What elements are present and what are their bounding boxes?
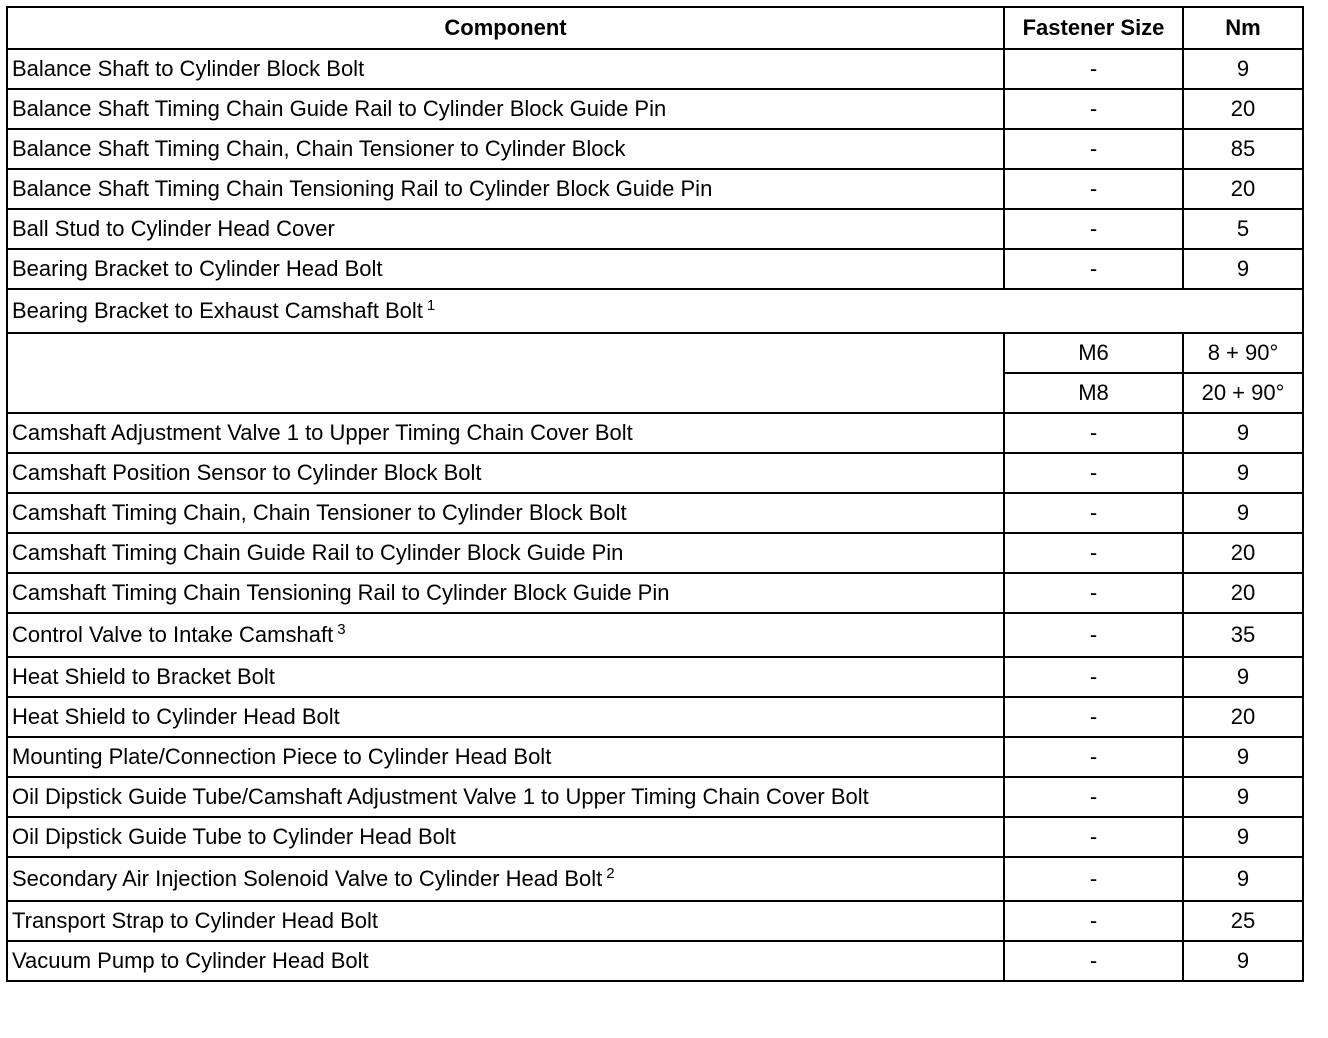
component-text: Vacuum Pump to Cylinder Head Bolt	[12, 948, 369, 973]
component-text: Balance Shaft Timing Chain Guide Rail to Cylinder Block Guide Pin	[12, 96, 667, 121]
component-cell	[7, 533, 1004, 573]
table-row	[7, 209, 1303, 249]
fastener-size-cell: -	[1004, 657, 1183, 697]
component-text: Control Valve to Intake Camshaft	[12, 622, 334, 647]
component-cell	[7, 169, 1004, 209]
component-cell	[7, 817, 1004, 857]
nm-cell: 9	[1183, 777, 1303, 817]
component-text: Secondary Air Injection Solenoid Valve to Cylinder Head Bolt	[12, 866, 603, 891]
footnote-marker: 3	[337, 621, 346, 638]
fastener-size-cell: -	[1004, 89, 1183, 129]
component-cell	[7, 413, 1004, 453]
table-row	[7, 169, 1303, 209]
nm-cell: 9	[1183, 737, 1303, 777]
table-row	[7, 573, 1303, 613]
component-text: Camshaft Timing Chain, Chain Tensioner to Cylinder Block Bolt	[12, 500, 627, 525]
component-cell	[7, 493, 1004, 533]
fastener-size-cell: -	[1004, 573, 1183, 613]
fastener-size-cell: -	[1004, 533, 1183, 573]
table-row	[7, 129, 1303, 169]
fastener-size-cell: M8	[1004, 373, 1183, 413]
component-text: Ball Stud to Cylinder Head Cover	[12, 216, 335, 241]
component-cell	[7, 737, 1004, 777]
component-text: Bearing Bracket to Cylinder Head Bolt	[12, 256, 383, 281]
fastener-size-cell: -	[1004, 901, 1183, 941]
table-row-group-heading	[7, 289, 1303, 333]
nm-cell: 20	[1183, 89, 1303, 129]
table-row	[7, 413, 1303, 453]
nm-cell: 9	[1183, 857, 1303, 901]
component-cell	[7, 249, 1004, 289]
component-cell	[7, 613, 1004, 657]
fastener-size-cell: -	[1004, 129, 1183, 169]
nm-cell: 25	[1183, 901, 1303, 941]
fastener-size-cell: -	[1004, 49, 1183, 89]
table-row	[7, 941, 1303, 981]
footnote-marker: 1	[426, 297, 436, 314]
component-cell	[7, 209, 1004, 249]
component-text: Heat Shield to Bracket Bolt	[12, 664, 275, 689]
component-text: Transport Strap to Cylinder Head Bolt	[12, 908, 379, 933]
component-cell	[7, 657, 1004, 697]
component-text: Camshaft Adjustment Valve 1 to Upper Timing Chain Cover Bolt	[12, 420, 633, 445]
component-cell	[7, 573, 1004, 613]
component-cell	[7, 901, 1004, 941]
header-row	[7, 7, 1303, 49]
component-cell	[7, 49, 1004, 89]
component-cell	[7, 857, 1004, 901]
table-row	[7, 453, 1303, 493]
table-row	[7, 49, 1303, 89]
table-row	[7, 533, 1303, 573]
table-row	[7, 657, 1303, 697]
component-cell	[7, 777, 1004, 817]
table-row	[7, 817, 1303, 857]
nm-cell: 9	[1183, 453, 1303, 493]
component-text: Camshaft Timing Chain Guide Rail to Cylinder Block Guide Pin	[12, 540, 624, 565]
fastener-size-cell: -	[1004, 413, 1183, 453]
table-row	[7, 737, 1303, 777]
table-row	[7, 857, 1303, 901]
fastener-size-cell: -	[1004, 169, 1183, 209]
nm-cell: 9	[1183, 657, 1303, 697]
nm-cell: 9	[1183, 49, 1303, 89]
table-row	[7, 697, 1303, 737]
fastener-size-cell: -	[1004, 453, 1183, 493]
nm-cell: 8 + 90°	[1183, 333, 1303, 373]
empty-component-cell	[7, 333, 1004, 413]
table-row	[7, 493, 1303, 533]
component-text: Bearing Bracket to Exhaust Camshaft Bolt	[12, 298, 423, 323]
component-text: Balance Shaft Timing Chain, Chain Tensioner to Cylinder Block	[12, 136, 626, 161]
table-row	[7, 249, 1303, 289]
component-cell	[7, 453, 1004, 493]
component-cell	[7, 289, 1303, 333]
fastener-size-cell: -	[1004, 493, 1183, 533]
component-cell	[7, 941, 1004, 981]
component-text: Mounting Plate/Connection Piece to Cylinder Head Bolt	[12, 744, 552, 769]
table-row-sub	[7, 333, 1303, 373]
component-cell	[7, 129, 1004, 169]
header-nm: Nm	[1183, 7, 1303, 49]
nm-cell: 9	[1183, 413, 1303, 453]
fastener-size-cell: -	[1004, 249, 1183, 289]
table-row	[7, 89, 1303, 129]
fastener-size-cell: -	[1004, 697, 1183, 737]
nm-cell: 9	[1183, 493, 1303, 533]
fastener-size-cell: -	[1004, 857, 1183, 901]
nm-cell: 9	[1183, 817, 1303, 857]
nm-cell: 20 + 90°	[1183, 373, 1303, 413]
nm-cell: 9	[1183, 941, 1303, 981]
table-body	[7, 49, 1303, 981]
component-text: Camshaft Position Sensor to Cylinder Block Bolt	[12, 460, 482, 485]
component-cell	[7, 697, 1004, 737]
table-row	[7, 901, 1303, 941]
nm-cell: 35	[1183, 613, 1303, 657]
torque-spec-table	[6, 6, 1304, 982]
fastener-size-cell: -	[1004, 817, 1183, 857]
table-row	[7, 613, 1303, 657]
nm-cell: 20	[1183, 169, 1303, 209]
nm-cell: 20	[1183, 697, 1303, 737]
nm-cell: 5	[1183, 209, 1303, 249]
component-text: Balance Shaft Timing Chain Tensioning Rail to Cylinder Block Guide Pin	[12, 176, 713, 201]
fastener-size-cell: M6	[1004, 333, 1183, 373]
nm-cell: 20	[1183, 533, 1303, 573]
fastener-size-cell: -	[1004, 777, 1183, 817]
fastener-size-cell: -	[1004, 613, 1183, 657]
component-text: Oil Dipstick Guide Tube to Cylinder Head Bolt	[12, 824, 456, 849]
component-text: Oil Dipstick Guide Tube/Camshaft Adjustment Valve 1 to Upper Timing Chain Cover Bolt	[12, 784, 869, 809]
fastener-size-cell: -	[1004, 209, 1183, 249]
fastener-size-cell: -	[1004, 737, 1183, 777]
header-fastener-size: Fastener Size	[1004, 7, 1183, 49]
fastener-size-cell: -	[1004, 941, 1183, 981]
component-text: Balance Shaft to Cylinder Block Bolt	[12, 56, 365, 81]
footnote-marker: 2	[606, 865, 615, 882]
component-cell	[7, 89, 1004, 129]
nm-cell: 9	[1183, 249, 1303, 289]
component-text: Heat Shield to Cylinder Head Bolt	[12, 704, 340, 729]
nm-cell: 85	[1183, 129, 1303, 169]
table-row	[7, 777, 1303, 817]
header-component: Component	[7, 7, 1004, 49]
component-text: Camshaft Timing Chain Tensioning Rail to Cylinder Block Guide Pin	[12, 580, 670, 605]
nm-cell: 20	[1183, 573, 1303, 613]
